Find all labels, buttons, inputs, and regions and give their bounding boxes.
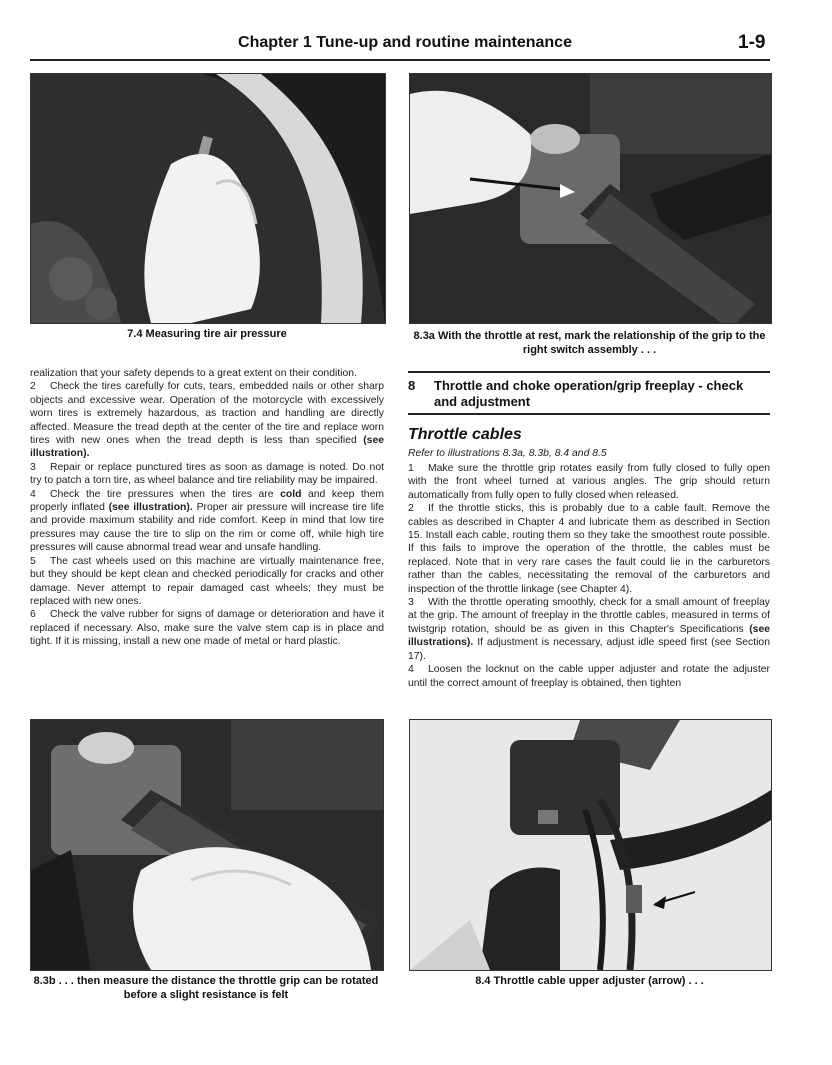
paragraph-continued: realization that your safety depends to a great extent on their condition. bbox=[30, 368, 357, 379]
paragraph-1: 1 Make sure the throttle grip rotates easily from fully closed to fully open with the front wheel turned at various angles. The grip should return automatically from fully open to fully closed when released. bbox=[408, 463, 770, 501]
paragraph-number: 5 bbox=[30, 555, 36, 567]
photo-throttle-measure bbox=[30, 719, 384, 971]
section-rule-bottom bbox=[408, 413, 770, 415]
left-column-text bbox=[30, 367, 384, 649]
paragraph-number: 4 bbox=[408, 664, 414, 676]
right-column-text bbox=[408, 462, 770, 690]
paragraph-number: 1 bbox=[408, 463, 414, 474]
page-number: 1-9 bbox=[738, 32, 766, 53]
paragraph-5: 5 The cast wheels used on this machine are virtually maintenance free, but they should be kept clean and checked periodically for cracks and other damage. Never attempt to repair damaged cast wheels; they must be replaced with new ones. bbox=[30, 555, 384, 607]
chapter-title: Chapter 1 Tune-up and routine maintenance bbox=[238, 34, 572, 51]
photo-throttle-mark bbox=[409, 73, 772, 324]
paragraph-3: 3 Repair or replace punctured tires as soon as damage is noted. Do not try to patch a torn tire, as wheel balance and tire reliability may be impaired. bbox=[30, 461, 384, 487]
paragraph-number: 6 bbox=[30, 609, 36, 621]
refer-note: Refer to illustrations 8.3a, 8.3b, 8.4 and 8.5 bbox=[408, 448, 607, 459]
subheading-throttle-cables: Throttle cables bbox=[408, 426, 522, 443]
paragraph-4: 4 Loosen the locknut on the cable upper adjuster and rotate the adjuster until the correct amount of freeplay is obtained, then tighten bbox=[408, 664, 770, 689]
photo-cable-adjuster bbox=[409, 719, 772, 971]
illustration-ref: (see illustration). bbox=[30, 435, 385, 460]
paragraph-number: 2 bbox=[30, 381, 36, 393]
header-rule bbox=[30, 59, 770, 61]
paragraph-3: 3 With the throttle operating smoothly, check for a small amount of freeplay at the grip. The amount of freeplay in the throttle cables, measured in terms of twistgrip rotation, should be as given in this Chapter's Specifications (see illustrations). If adjustment is necessary, adjust idle speed first (see Section 17). bbox=[408, 597, 771, 662]
section-rule-top bbox=[408, 371, 770, 373]
paragraph-number: 3 bbox=[30, 461, 36, 473]
photo-tire-pressure bbox=[30, 73, 386, 324]
caption-fig-7-4: 7.4 Measuring tire air pressure bbox=[127, 328, 287, 340]
paragraph-4: 4 Check the tire pressures when the tires are cold and keep them properly inflated (see illustration). Proper air pressure will increase tire life and provide maximum stability and ride comfort. Keep in mind that low tire pressures may cause the tire to slip on the rim or come off, while high tire pressures will cause abnormal tread wear and unsafe handling. bbox=[30, 488, 385, 554]
paragraph-number: 2 bbox=[408, 503, 414, 515]
section-number: 8 bbox=[408, 378, 416, 393]
caption-fig-8-3b: 8.3b . . . then measure the distance the throttle grip can be rotated before a slight resistance is felt bbox=[33, 975, 379, 1001]
illustration-ref: (see illustration). bbox=[108, 502, 193, 514]
paragraph-2: 2 Check the tires carefully for cuts, tears, embedded nails or other sharp objects and excessive wear. Operation of the motorcycle with excessively worn tires is extremely hazardous, as traction and handling are directly affected. Measure the tread depth at the center of the tire and replace worn tires with new ones when the tread depth is less than specified (see illustration). bbox=[30, 381, 385, 460]
paragraph-number: 3 bbox=[408, 597, 414, 609]
section-heading bbox=[408, 378, 770, 410]
illustration-ref: (see illustrations). bbox=[408, 623, 771, 649]
caption-fig-8-4: 8.4 Throttle cable upper adjuster (arrow) . . . bbox=[475, 975, 704, 987]
caption-fig-8-3a: 8.3a With the throttle at rest, mark the relationship of the grip to the right switch assembly . . . bbox=[413, 330, 766, 356]
section-title: Throttle and choke operation/grip freeplay - check and adjustment bbox=[434, 378, 744, 409]
paragraph-2: 2 If the throttle sticks, this is probably due to a cable fault. Remove the cables as described in Chapter 4 and lubricate them as described in Section 15. Install each cable, routing them so they take the smoothest route possible. If this fails to improve the operation of the throttle, the cables must be replaced. Note that in very rare cases the fault could lie in the carburetors rather than the cables, necessitating the removal of the carburetors and inspection of the throttle linkage (see Chapter 4). bbox=[408, 503, 770, 595]
paragraph-6: 6 Check the valve rubber for signs of damage or deterioration and have it replaced if necessary. Also, make sure the valve stem cap is in place and tight. If it is missing, install a new one made of metal or hard plastic. bbox=[30, 609, 384, 648]
paragraph-number: 4 bbox=[30, 488, 36, 500]
